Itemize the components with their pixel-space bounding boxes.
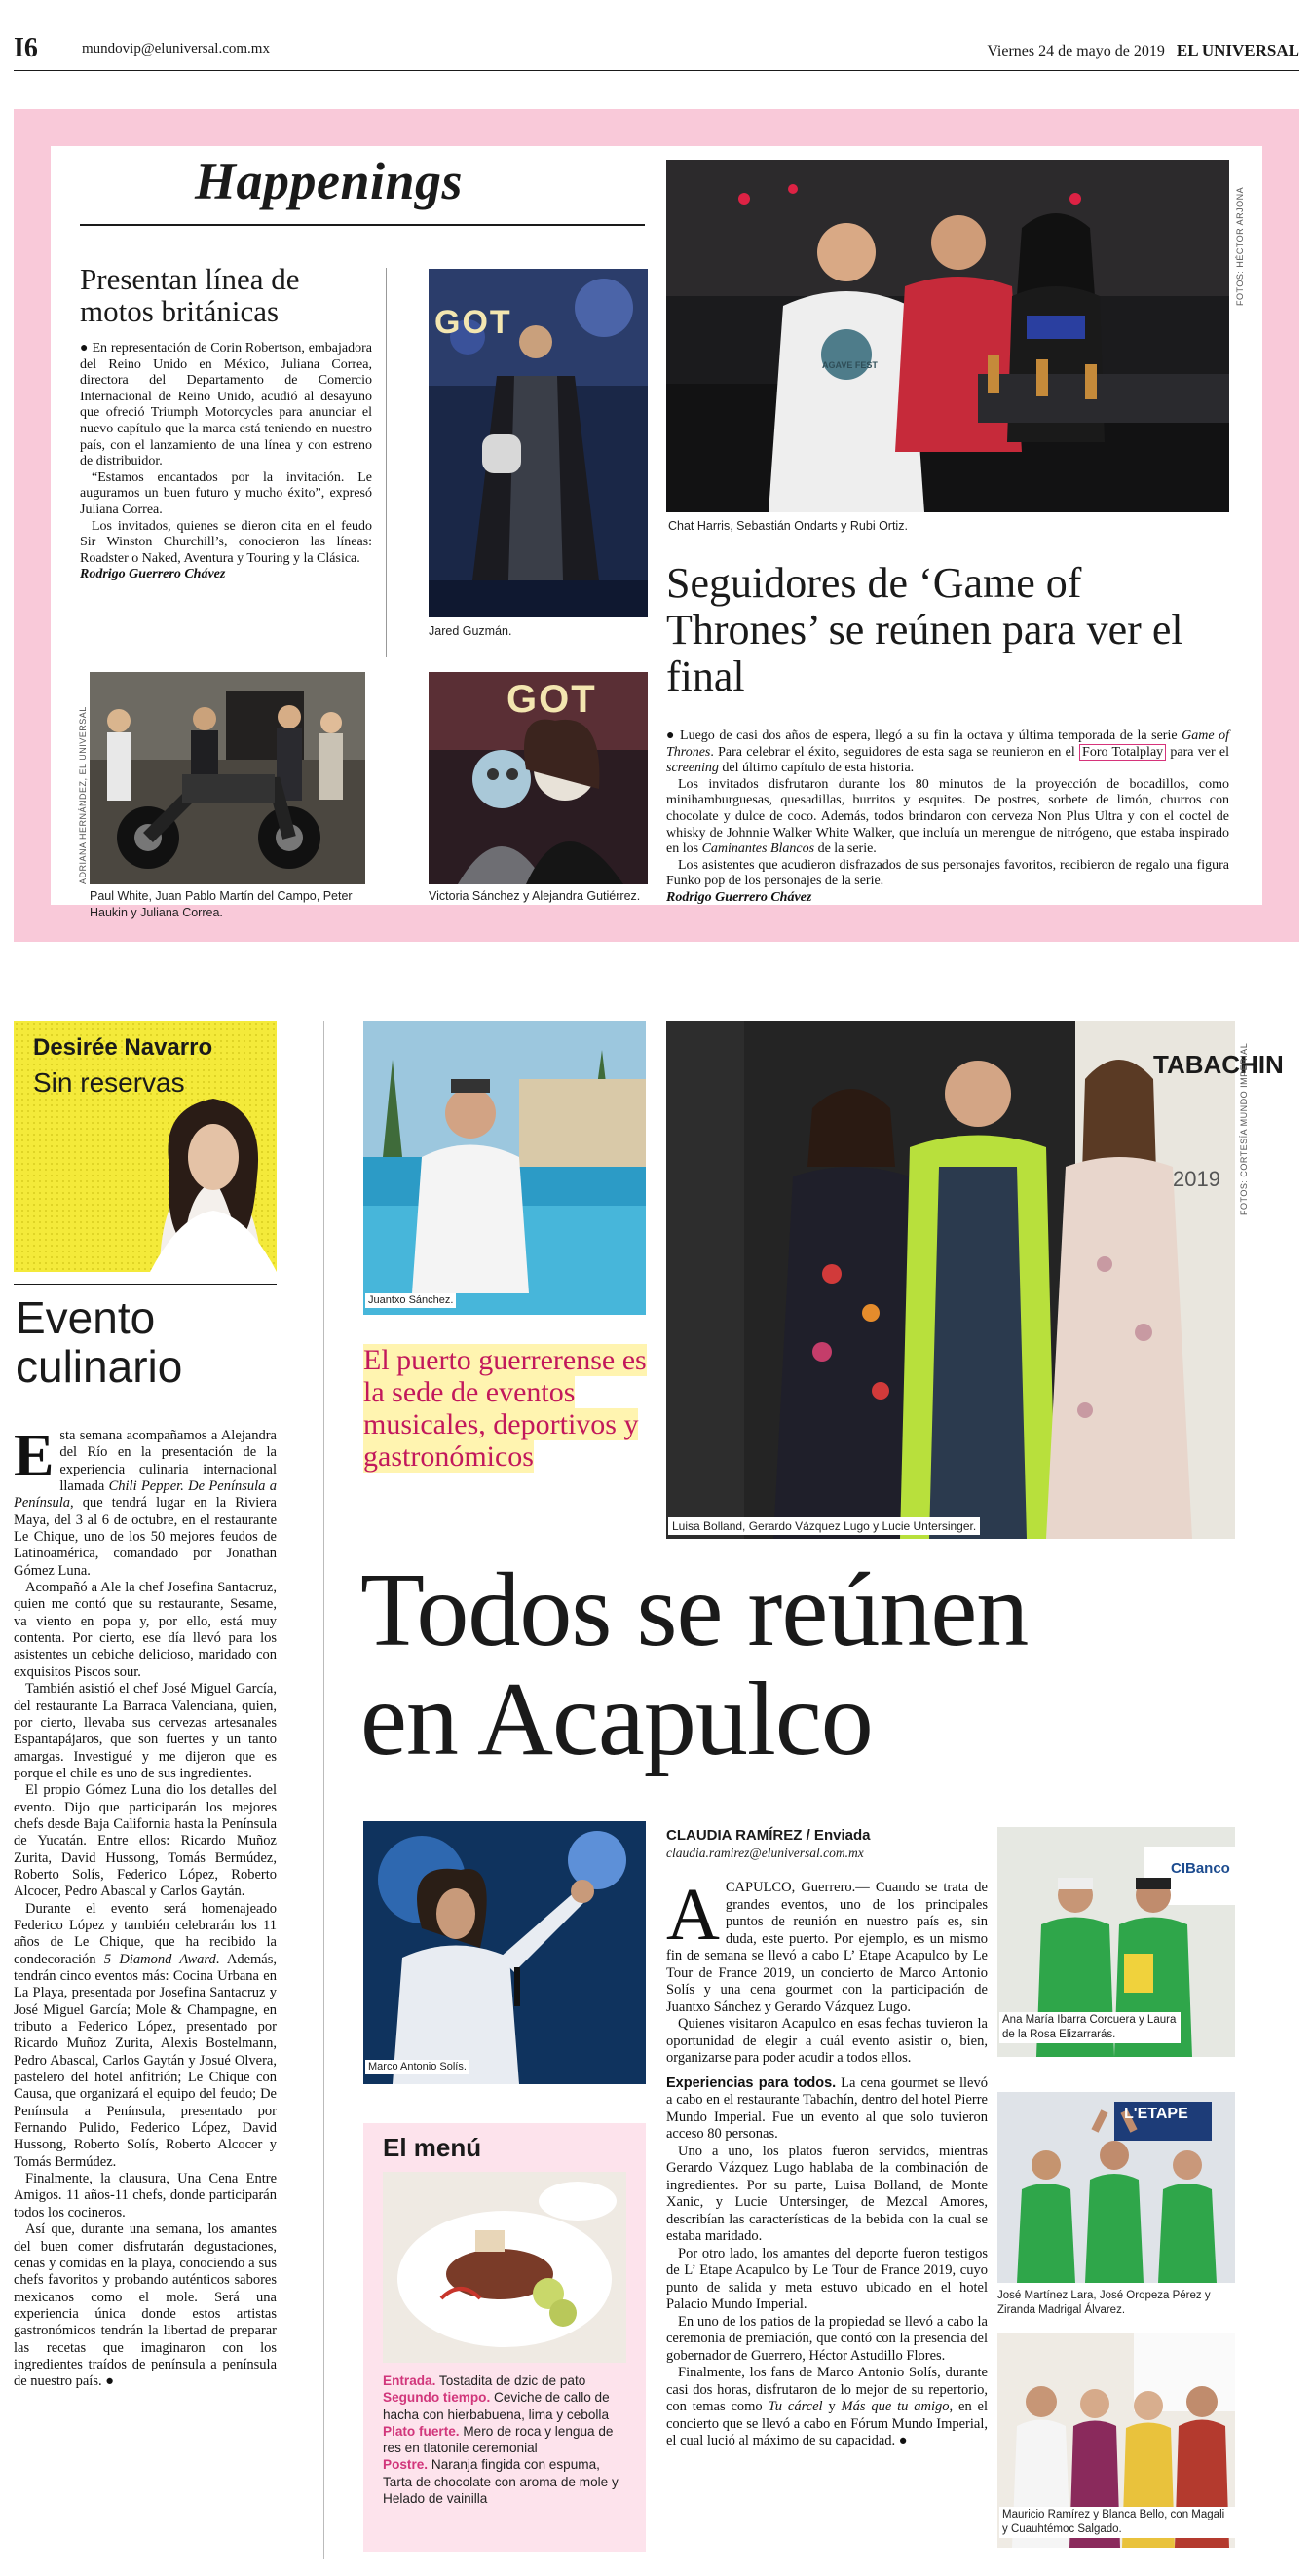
column-paragraph-1 <box>14 1423 277 1580</box>
tabachin-banner: TABACHIN <box>1153 1050 1284 1079</box>
juantxo-photo <box>363 1021 646 1315</box>
headline-line-1: Todos se reúnen <box>360 1552 1029 1668</box>
acapulco-paragraph-1 <box>666 1874 988 2016</box>
acapulco-paragraph-4: Uno a uno, los platos fueron servidos, mientras Gerardo Vázquez Lugo hablaba de la combinación de ingredientes. Por su parte, Luisa Bolland, de Monte Xanic, y Lucie Untersinger, de Mezcal Amores, describían las características de la bebida con la cual se estaba maridado. <box>666 2143 988 2244</box>
got-body <box>666 728 1229 907</box>
got-photo-caption: Chat Harris, Sebastián Ondarts y Rubi Ortiz. <box>668 519 908 533</box>
got-p2-a: Los invitados disfrutaron durante los 80 minutos de la proyección de bocadillos, como minihamburguesas, quesadillas, burritos y esquites. De postres, sorbete de limón, churros con chocolate y dulce de coco. Además, todos brindaron con cerveza Non Plus Ultra y con el coctel de whisky de Johnnie Walker White Walker, que incluía un merengue de nitrógeno, que estaba inspirado en los <box>666 776 1229 857</box>
header-date <box>987 41 1299 60</box>
menu-dish-photo <box>383 2172 626 2363</box>
column-paragraph-5 <box>14 1901 277 2172</box>
postre-label: Postre. <box>383 2457 429 2473</box>
page-header <box>14 25 1299 68</box>
segundo-text: Ceviche de callo de hacha con hierbabuena, lima y cebolla <box>383 2390 610 2422</box>
column-divider-vertical <box>323 1021 324 2559</box>
entrada-label: Entrada. <box>383 2373 436 2388</box>
column-paragraph-3: También asistió el chef José Miguel García, del restaurante La Barraca Valenciana, quien, por cierto, llevaba sus cervezas artesanales Espantapájaros, que son fuertes y un tanto amargas. Investigué y me dijeron que es porque el chile es uno de sus ingredientes. <box>14 1681 277 1781</box>
column-paragraph-4: El propio Gómez Luna dio los detalles del evento. Dijo que participarán los mejores chefs desde Baja California hasta la Península de Yucatán. Entre ellos: Ricardo Muñoz Zurita, David Hussong, Tomás Bermúdez, Roberto Solís, Federico López, Roberto Alcocer, Pedro Abascal y Carlos Gaytán. <box>14 1782 277 1900</box>
fuerte-label: Plato fuerte. <box>383 2423 460 2439</box>
column-p1-a: sta semana acompañamos a Alejandra del Río en la presentación de la experiencia culinaria internacional llamada <box>59 1428 277 1495</box>
segundo-label: Segundo tiempo. <box>383 2390 491 2406</box>
got-sign: GOT <box>434 304 512 341</box>
motorcycle-photo <box>90 672 365 884</box>
acapulco-p3: La cena gourmet se llevó a cabo en el restaurante Tabachín, dentro del hotel Pierre Mundo Imperial. Fue un evento al que solo tuvieron acceso 80 personas. <box>666 2074 988 2142</box>
brand-name: EL UNIVERSAL <box>1176 41 1299 59</box>
moto-paragraph: Los invitados, quienes se dieron cita en el feudo Sir Winston Churchill’s, conocieron las líneas: Roadster o Naked, Aventura y Touring y la Clásica. <box>80 518 372 566</box>
banner-year: 2019 <box>1173 1167 1220 1191</box>
acapulco-paragraph-6: En uno de los patios de la propiedad se llevó a cabo la ceremonia de premiación, que contó con la presencia del gobernador de Guerrero, Héctor Astudillo Flores. <box>666 2313 988 2364</box>
column-banner <box>14 1021 277 1272</box>
byline-email[interactable]: claudia.ramirez@eluniversal.com.mx <box>666 1846 864 1860</box>
main-headline <box>360 1552 1237 1777</box>
menu-fuerte <box>383 2423 631 2457</box>
happenings-title: Happenings <box>195 152 464 210</box>
acapulco-p7-em2: Más que tu amigo <box>841 2399 950 2414</box>
column-paragraph-2: Acompañó a Ale la chef Josefina Santacruz, quien me contó que su restaurante, Sesame, va viento en popa y, por ello, está muy contenta. Por cierto, ese día llevó para los asistentes un cebiche delicioso, maridado con exquisitos Piscos sour. <box>14 1580 277 1680</box>
column-headline: Evento culinario <box>16 1292 183 1392</box>
couple-caption: Mauricio Ramírez y Blanca Bello, con Magali y Cuauhtémoc Salgado. <box>999 2507 1235 2538</box>
main-photo-caption: Luisa Bolland, Gerardo Vázquez Lugo y Lucie Untersinger. <box>668 1517 980 1535</box>
acapulco-p1: CAPULCO, Guerrero.— Cuando se trata de grandes eventos, uno de los principales puntos de reunión en nuestro país es, sin duda, este puerto. Por ejemplo, es un mismo fin de semana se llevó a cabo L’ Etape Acapulco by Le Tour de France 2019, un concierto de Marco Antonio Solís y una cena gourmet con la participación de Juantxo Sánchez y Gerardo Vázquez Lugo. <box>666 1880 988 2015</box>
got-p1-d: del último capítulo de esta historia. <box>718 761 915 776</box>
column-p5-em: 5 Diamond Award <box>103 1951 216 1967</box>
acapulco-subhead <box>363 1344 656 1473</box>
column-author: Desirée Navarro <box>33 1034 213 1061</box>
got-headline: Seguidores de ‘Game of Thrones’ se reúnen para ver el final <box>666 559 1183 700</box>
column-p5-b: . Además, tendrán cinco eventos más: Cocina Urbana en La Playa, presentada por Josefina Santacruz y José Miguel García; Mole & Champagne, en tributo a Federico López, presentado por Ricardo Muñoz Zurita, Alexis Bostelmann, Pedro Abascal, Carlos Gaytán y Josué Olvera, pastelero del hotel anfitrión; Le Chique con Causa, que organizará el equipo del feudo; De Península a Península, presentado por Fernando Pulido, Federico López, David Hussong, Roberto Solís, Roberto Alcocer y Tomás Bermúdez. <box>14 1951 277 2170</box>
moto-headline: Presentan línea de motos británicas <box>80 262 300 328</box>
main-photo-credit: FOTOS: CORTESÍA MUNDO IMPERIAL <box>1239 1042 1249 1215</box>
column-paragraph-7: Así que, durante una semana, los amantes del buen comer disfrutarán degustaciones, cenas y comidas en la playa, conociendo a sus chefs favoritos y probando auténticos sabores mexicanos como el mole. Será una experiencia única donde estos artistas gastronómicos tendrán la libertad de preparar las recetas que imaginaron con los ingredientes traídos de península a península de nuestro país. ● <box>14 2221 277 2390</box>
acapulco-paragraph-2: Quienes visitaron Acapulco en esas fechas tuvieron la oportunidad de elegir a cuál evento asistir o, bien, organizarse para poder acudir a todos ellos. <box>666 2016 988 2066</box>
column-p1-em: Chili Pepper. De Península a Península <box>14 1478 277 1512</box>
acapulco-p7-a: Finalmente, los fans de Marco Antonio Solís, durante casi dos horas, disfrutaron de lo mejor de su repertorio, con temas como <box>666 2365 988 2414</box>
column-dropcap: E <box>14 1423 55 1489</box>
column-body <box>14 1423 277 2391</box>
acapulco-body <box>666 1874 989 2450</box>
column-name: Sin reservas <box>33 1067 185 1098</box>
acapulco-paragraph-5: Por otro lado, los amantes del deporte fueron testigos de L’ Etape Acapulco by Le Tour de France 2019, cuyo punto de salida y meta estuvo ubicado en el hotel Palacio Mundo Imperial. <box>666 2245 988 2312</box>
victoria-caption: Victoria Sánchez y Alejandra Gutiérrez. <box>429 889 641 903</box>
headline-line-2: en Acapulco <box>360 1661 873 1777</box>
acapulco-paragraph-3 <box>666 2075 988 2144</box>
jared-photo <box>429 269 648 617</box>
got-photo-credit: FOTOS: HÉCTOR ARJONA <box>1235 186 1245 306</box>
moto-body <box>80 341 372 583</box>
got-paragraph-1 <box>666 728 1229 777</box>
juantxo-caption: Juantxo Sánchez. <box>365 1293 456 1308</box>
moto-paragraph: “Estamos encantados por la invitación. Le auguramos un buen futuro y mucho éxito”, expresó Juliana Correa. <box>80 469 372 517</box>
got-p1-em2: screening <box>666 761 719 776</box>
column-p5-a: Durante el evento será homenajeado Federico López y también celebrarán los 11 años de Le Chique, que ha recibido la condecoración <box>14 1900 277 1967</box>
got-fans-photo <box>666 160 1229 512</box>
got-p1-em: Game of Thrones <box>666 728 1229 760</box>
menu-postre <box>383 2456 631 2507</box>
column-paragraph-6: Finalmente, la clausura, Una Cena Entre Amigos. 11 años-11 chefs, donde participarán todos los cocineros. <box>14 2171 277 2221</box>
moto-photo-credit: ADRIANA HERNÁNDEZ, EL UNIVERSAL <box>78 706 88 884</box>
column-rule-top <box>14 1284 277 1285</box>
moto-paragraph: ● En representación de Corin Robertson, embajadora del Reino Unido en México, Juliana Correa, directora del Departamento de Comercio Internacional de Reino Unido, acudió al desayuno que ofreció Triumph Motorcycles para anunciar el nuevo capítulo que la marca está teniendo en nuestro país, con el lanzamiento de una línea y con estreno de distribuidor. <box>80 341 372 469</box>
moto-signature: Rodrigo Guerrero Chávez <box>80 567 226 582</box>
victoria-photo <box>429 672 648 884</box>
got-p1-a: ● Luego de casi dos años de espera, llegó a su fin la octava y última temporada de la serie <box>666 728 1182 743</box>
jared-caption: Jared Guzmán. <box>429 624 512 638</box>
acapulco-paragraph-7 <box>666 2365 988 2450</box>
cyclists-caption-2: José Martínez Lara, José Oropeza Pérez y Ziranda Madrigal Álvarez. <box>997 2290 1211 2316</box>
got-p1-b: . Para celebrar el éxito, seguidores de esta saga se reunieron en el <box>710 744 1080 760</box>
got-signature: Rodrigo Guerrero Chávez <box>666 889 812 905</box>
menu-text <box>383 2372 631 2507</box>
acapulco-p7-c: , en el concierto que se llevó a cabo en Fórum Mundo Imperial, el cual lució al máximo de su capacidad. ● <box>666 2399 989 2448</box>
foro-totalplay-link[interactable]: Foro Totalplay <box>1079 744 1166 761</box>
got-p1-c: para ver el <box>1166 744 1229 760</box>
moto-photo-caption: Paul White, Juan Pablo Martín del Campo, Peter Haukin y Juliana Correa. <box>90 889 353 919</box>
menu-segundo <box>383 2389 631 2423</box>
solis-photo <box>363 1821 646 2084</box>
shirt-text: AGAVE FEST <box>822 360 878 370</box>
postre-text: Naranja fingida con espuma, Tarta de chocolate con aroma de mole y Helado de vainilla <box>383 2457 619 2507</box>
byline-name: CLAUDIA RAMÍREZ / Enviada <box>666 1827 871 1844</box>
acapulco-p7-em1: Tu cárcel <box>768 2399 823 2414</box>
got-paragraph-2 <box>666 777 1229 858</box>
menu-box <box>363 2123 646 2552</box>
got-p2-b: de la serie. <box>814 841 877 857</box>
byline <box>666 1827 988 1861</box>
got-p2-em: Caminantes Blancos <box>701 841 815 857</box>
column-divider <box>386 268 387 657</box>
acapulco-p3-lead: Experiencias para todos. <box>666 2074 837 2091</box>
sponsor-logo: CIBanco <box>1171 1860 1230 1877</box>
cyclists-caption-1: Ana María Ibarra Corcuera y Laura de la Rosa Elizarrarás. <box>999 2012 1181 2043</box>
podium-banner: L'ETAPE <box>1124 2106 1188 2122</box>
got-sign-2: GOT <box>506 678 597 721</box>
page-number: I6 <box>14 33 38 63</box>
entrada-text: Tostadita de dzic de pato <box>435 2373 586 2388</box>
solis-caption: Marco Antonio Solís. <box>365 2060 469 2074</box>
acapulco-p7-b: y <box>822 2399 842 2414</box>
title-rule <box>80 224 645 226</box>
got-paragraph-3: Los asistentes que acudieron disfrazados de sus personajes favoritos, recibieron de regalo una figura Funko pop de los personajes de la serie. <box>666 857 1229 889</box>
fuerte-text: Mero de roca y lengua de res en tlatonile ceremonial <box>383 2423 614 2456</box>
menu-title: El menú <box>383 2133 482 2162</box>
header-email[interactable]: mundovip@eluniversal.com.mx <box>82 41 270 56</box>
date-text: Viernes 24 de mayo de 2019 <box>987 43 1165 59</box>
acapulco-dropcap: A <box>666 1874 720 1956</box>
menu-entrada <box>383 2372 631 2389</box>
column-p1-b: , que tendrá lugar en la Riviera Maya, del 3 al 6 de octubre, en el restaurante Le Chique, uno de los 50 mejores feudos de Latinoamérica, comandado por Jonathan Gómez Luna. <box>14 1495 277 1579</box>
subhead-text: El puerto guerrerense es la sede de eventos musicales, deportivos y gastronómicos <box>363 1344 647 1473</box>
cyclists-photo-2 <box>997 2092 1235 2283</box>
header-rule <box>14 70 1299 71</box>
